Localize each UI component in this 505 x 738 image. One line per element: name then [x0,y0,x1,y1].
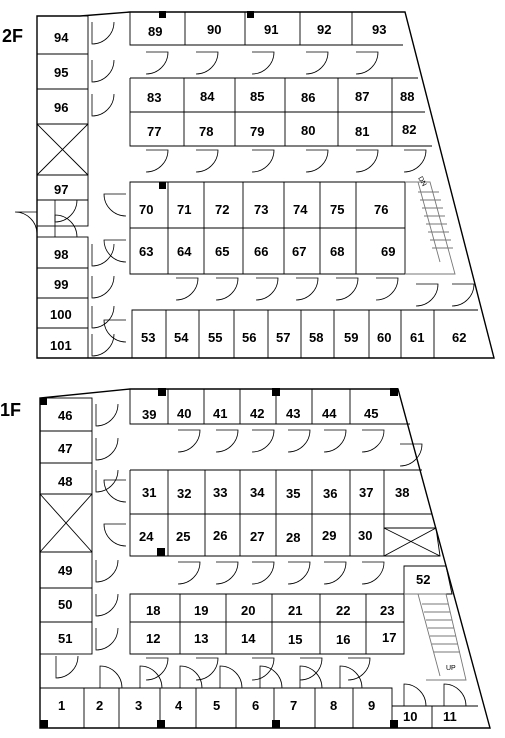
room-66: 66 [254,244,269,259]
floor-1f-label: 1F [0,400,22,420]
room-79: 79 [250,124,265,139]
room-46: 46 [58,408,73,423]
room-68: 68 [330,244,345,259]
room-2: 2 [96,698,104,713]
room-15: 15 [288,632,303,647]
room-80: 80 [301,123,316,138]
stair-up-label: UP [446,665,456,672]
room-20: 20 [241,603,256,618]
room-57: 57 [276,330,291,345]
room-69: 69 [381,244,396,259]
room-93: 93 [372,22,387,37]
room-49: 49 [58,563,73,578]
room-98: 98 [54,247,69,262]
room-43: 43 [286,406,301,421]
room-70: 70 [139,202,154,217]
locker-block-63-76 [130,182,405,274]
room-29: 29 [322,528,337,543]
room-42: 42 [250,406,265,421]
room-48: 48 [58,474,73,489]
room-78: 78 [199,124,214,139]
room-14: 14 [241,631,256,646]
room-23: 23 [380,603,395,618]
locker-block-12-23 [130,594,404,654]
room-6: 6 [252,698,260,713]
room-95: 95 [54,65,69,80]
room-100: 100 [50,307,72,322]
staircase-2f [405,176,455,275]
room-7: 7 [290,698,298,713]
room-35: 35 [286,486,301,501]
room-99: 99 [54,277,69,292]
room-52: 52 [416,572,431,587]
room-1: 1 [58,698,66,713]
room-38: 38 [395,485,410,500]
room-85: 85 [250,89,265,104]
room-92: 92 [317,22,332,37]
floor-1f-plan [0,388,490,728]
room-10: 10 [403,709,418,724]
room-12: 12 [146,631,161,646]
room-19: 19 [194,603,209,618]
room-28: 28 [286,530,301,545]
room-9: 9 [368,698,376,713]
room-58: 58 [309,330,324,345]
room-25: 25 [176,529,191,544]
locker-block-77-88 [130,78,432,146]
room-30: 30 [358,528,373,543]
room-17: 17 [382,630,397,645]
room-numbers-2f [50,22,466,353]
room-62: 62 [452,330,467,345]
room-3: 3 [135,698,143,713]
room-44: 44 [322,406,337,421]
room-16: 16 [336,632,351,647]
room-45: 45 [364,406,379,421]
room-11: 11 [443,709,457,724]
room-5: 5 [213,698,221,713]
stair-down-label: DN [416,175,428,188]
room-74: 74 [293,202,308,217]
room-27: 27 [250,529,265,544]
room-26: 26 [213,528,228,543]
room-59: 59 [344,330,359,345]
room-87: 87 [355,89,370,104]
room-4: 4 [175,698,183,713]
room-64: 64 [177,244,192,259]
room-88: 88 [400,89,415,104]
room-101: 101 [50,338,72,353]
room-97: 97 [54,182,69,197]
room-54: 54 [174,330,189,345]
floor-2f-label: 2F [2,26,24,46]
left-locker-column-1f [40,398,92,654]
room-53: 53 [141,330,156,345]
room-81: 81 [355,124,370,139]
room-36: 36 [323,486,338,501]
room-86: 86 [301,90,316,105]
room-39: 39 [142,407,157,422]
room-24: 24 [139,529,154,544]
room-37: 37 [359,485,374,500]
floor-2f-plan [2,11,494,358]
room-72: 72 [215,202,230,217]
room-96: 96 [54,100,69,115]
room-89: 89 [148,24,163,39]
room-31: 31 [142,485,157,500]
room-40: 40 [177,406,192,421]
room-75: 75 [330,202,345,217]
room-51: 51 [58,631,73,646]
room-32: 32 [177,486,192,501]
room-50: 50 [58,597,73,612]
room-76: 76 [374,202,389,217]
room-71: 71 [177,202,192,217]
room-34: 34 [250,485,265,500]
room-67: 67 [292,244,307,259]
room-21: 21 [288,603,303,618]
room-56: 56 [242,330,257,345]
room-22: 22 [336,603,351,618]
room-13: 13 [194,631,209,646]
room-83: 83 [147,90,162,105]
room-94: 94 [54,30,69,45]
room-18: 18 [146,603,161,618]
room-82: 82 [402,122,417,137]
room-8: 8 [330,698,338,713]
door-swings-1f [56,404,466,706]
room-55: 55 [208,330,223,345]
room-84: 84 [200,89,215,104]
room-65: 65 [215,244,230,259]
floor-1f-outer-wall [40,389,490,728]
room-33: 33 [213,485,228,500]
room-90: 90 [207,22,222,37]
room-41: 41 [213,406,228,421]
room-73: 73 [254,202,269,217]
room-47: 47 [58,441,73,456]
room-91: 91 [264,22,279,37]
room-61: 61 [410,330,425,345]
room-77: 77 [147,124,162,139]
room-63: 63 [139,244,154,259]
room-60: 60 [377,330,392,345]
